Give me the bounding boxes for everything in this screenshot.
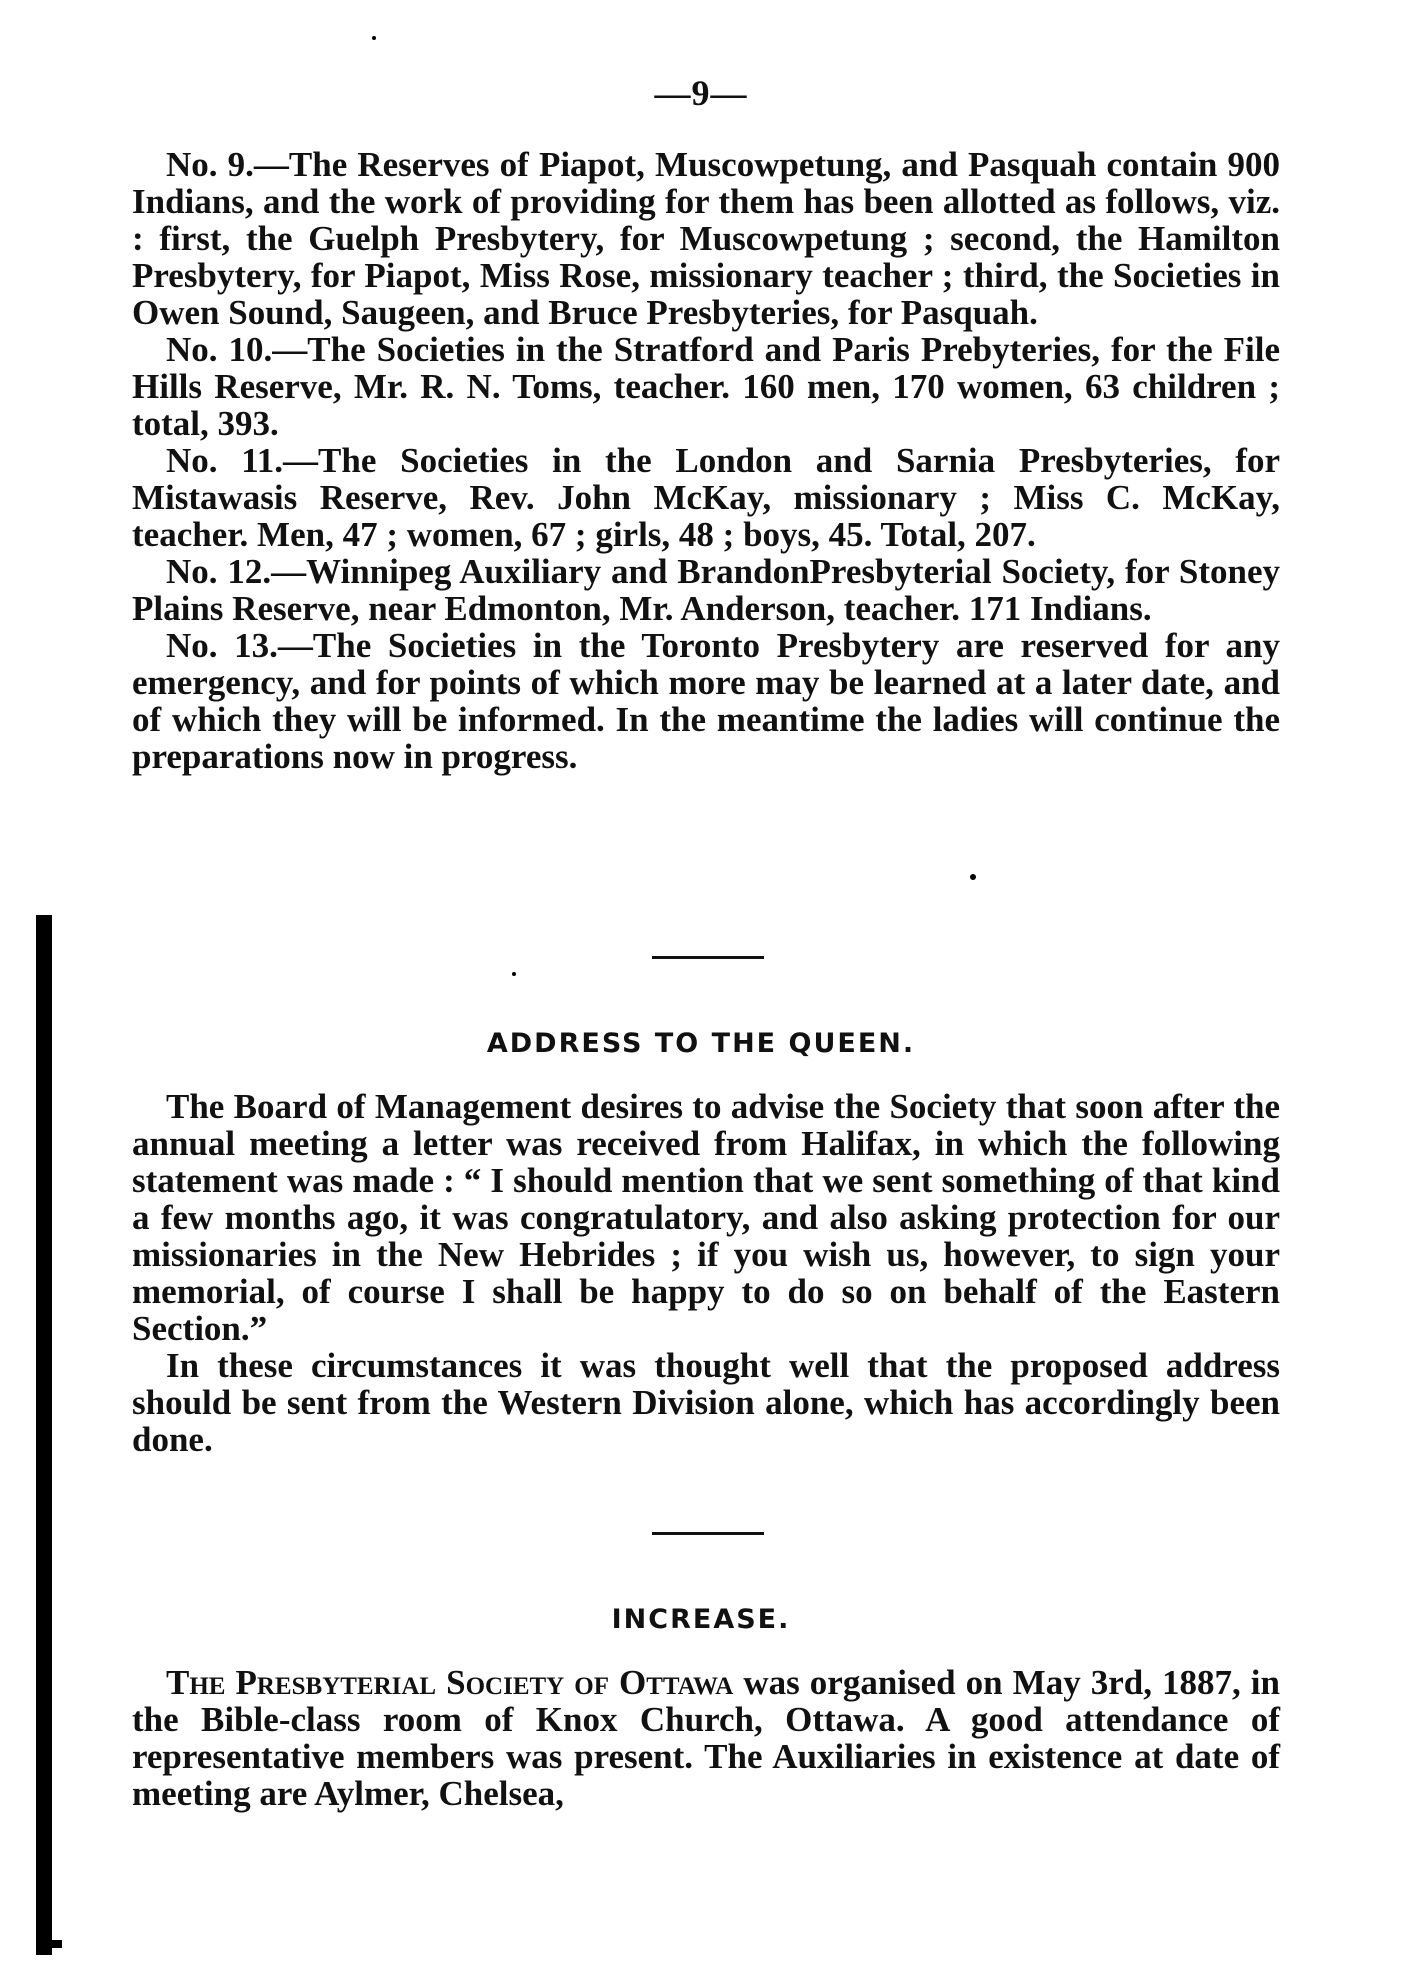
page-number: —9— (654, 73, 748, 113)
paragraph-no-11: No. 11.—The Societies in the London and Sarnia Presbyteries, for Mistawasis Reserve, Rev. John McKay, missionary ; Miss C. McKay, teacher. Men, 47 ; women, 67 ; girls, 48 ; boys, 45. Total, 207. (132, 441, 1280, 554)
scan-speck (970, 874, 976, 880)
section-divider (652, 956, 764, 959)
scan-speck (372, 36, 376, 40)
reserve-allocation-section (132, 146, 1280, 775)
paragraph-no-13: No. 13.—The Societies in the Toronto Presbytery are reserved for any emergency, and for points of which more may be learned at a later date, and of which they will be informed. In the meantime the ladies will continue the preparations now in progress. (132, 626, 1280, 776)
address-paragraph-2: In these circumstances it was thought well that the proposed address should be sent from the Western Division alone, which has accordingly been done. (132, 1346, 1280, 1459)
society-name: The Presbyterial Society of Ottawa (166, 1663, 734, 1702)
section-divider (652, 1532, 764, 1535)
scan-margin-bar (36, 915, 52, 1955)
heading-address-to-the-queen: ADDRESS TO THE QUEEN. (486, 1028, 916, 1059)
paragraph-no-9: No. 9.—The Reserves of Piapot, Muscowpetung, and Pasquah contain 900 Indians, and the work of providing for them has been allotted as follows, viz. : first, the Guelph Presbytery, for Muscowpetung ; second, the Hamilton Presbytery, for Piapot, Miss Rose, missionary teacher ; third, the Societies in Owen Sound, Saugeen, and Bruce Presbyteries, for Pasquah. (132, 145, 1280, 332)
address-paragraph-1: The Board of Management desires to advise the Society that soon after the annual meeting a letter was received from Halifax, in which the following statement was made : “ I should mention that we sent something of that kind a few months ago, it was congratulatory, and also asking protection for our missionaries in the New Hebrides ; if you wish us, however, to sign your memorial, of course I shall be happy to do so on behalf of the Eastern Section.” (132, 1087, 1280, 1348)
scan-margin-bar-tail (40, 1940, 62, 1948)
address-section (132, 1088, 1280, 1458)
paragraph-no-10: No. 10.—The Societies in the Stratford and Paris Prebyteries, for the File Hills Reserve, Mr. R. N. Toms, teacher. 160 men, 170 women, 63 children ; total, 393. (132, 330, 1280, 443)
increase-paragraph (132, 1664, 1280, 1812)
heading-increase: INCREASE. (611, 1604, 791, 1635)
paragraph-no-12: No. 12.—Winnipeg Auxiliary and BrandonPresbyterial Society, for Stoney Plains Reserve, near Edmonton, Mr. Anderson, teacher. 171 Indians. (132, 552, 1280, 628)
scan-speck (512, 972, 516, 976)
increase-section (132, 1664, 1280, 1812)
increase-paragraph-text: was organised on May 3rd, 1887, in the Bible-class room of Knox Church, Ottawa. A good attendance of representative members was present. The Auxiliaries in existence at date of meeting are Aylmer, Chelsea, (132, 1663, 1280, 1813)
